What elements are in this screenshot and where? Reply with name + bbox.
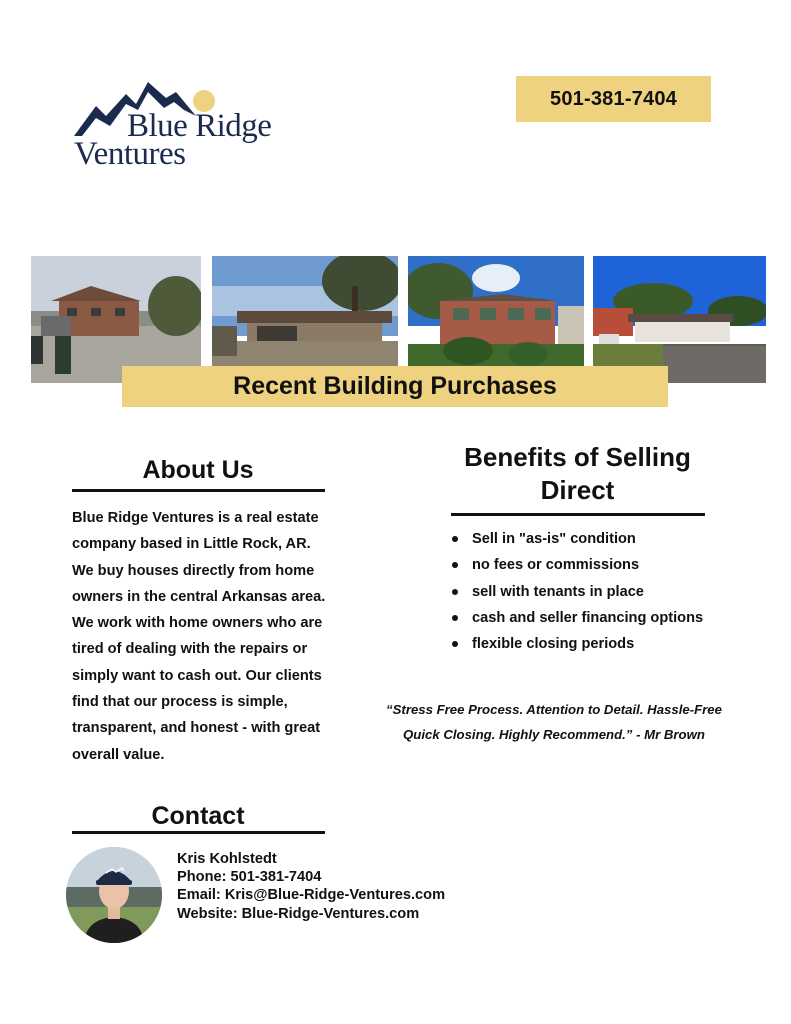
recent-purchases-banner: Recent Building Purchases [122, 366, 668, 407]
logo-text-ventures: Ventures [74, 136, 186, 172]
contact-website[interactable]: Website: Blue-Ridge-Ventures.com [177, 905, 420, 922]
testimonial-quote: “Stress Free Process. Attention to Detail. Hassle-Free Quick Closing. Highly Recommend.” - Mr Brown [386, 702, 722, 742]
about-body: Blue Ridge Ventures is a real estate company based in Little Rock, AR. We buy houses directly from home owners in the central Arkansas area. We work with home owners who are tired of dealing with the repairs or simply want to cash out. Our clients find that our process is simple, transparent, and honest - with great overall value. [72, 510, 326, 763]
bullet-icon [452, 615, 458, 621]
logo-text-blue-ridge: Blue Ridge [127, 108, 272, 144]
company-logo [74, 78, 289, 170]
list-item: Sell in "as-is" condition [452, 526, 722, 552]
about-divider [72, 489, 325, 492]
list-item: cash and seller financing options [452, 605, 722, 631]
property-photo-1 [31, 256, 201, 383]
benefits-list [452, 526, 722, 657]
property-photo-3 [408, 256, 584, 383]
benefits-divider [451, 513, 705, 516]
contact-heading: Contact [151, 802, 245, 830]
property-photo-2 [212, 256, 398, 383]
bullet-icon [452, 562, 458, 568]
contact-name: Kris Kohlstedt [177, 851, 277, 867]
avatar [66, 847, 162, 943]
header-phone[interactable]: 501-381-7404 [516, 76, 711, 122]
contact-divider [72, 831, 325, 834]
about-heading: About Us [142, 456, 254, 484]
bullet-icon [452, 589, 458, 595]
property-photo-4 [593, 256, 766, 383]
contact-info [177, 850, 445, 923]
bullet-icon [452, 536, 458, 542]
list-item: sell with tenants in place [452, 579, 722, 605]
contact-phone[interactable]: Phone: 501-381-7404 [177, 869, 322, 886]
contact-email[interactable]: Email: Kris@Blue-Ridge-Ventures.com [177, 887, 446, 904]
list-item: flexible closing periods [452, 631, 722, 657]
benefits-heading: Benefits of Selling Direct [464, 442, 691, 505]
bullet-icon [452, 641, 458, 647]
list-item: no fees or commissions [452, 552, 722, 578]
